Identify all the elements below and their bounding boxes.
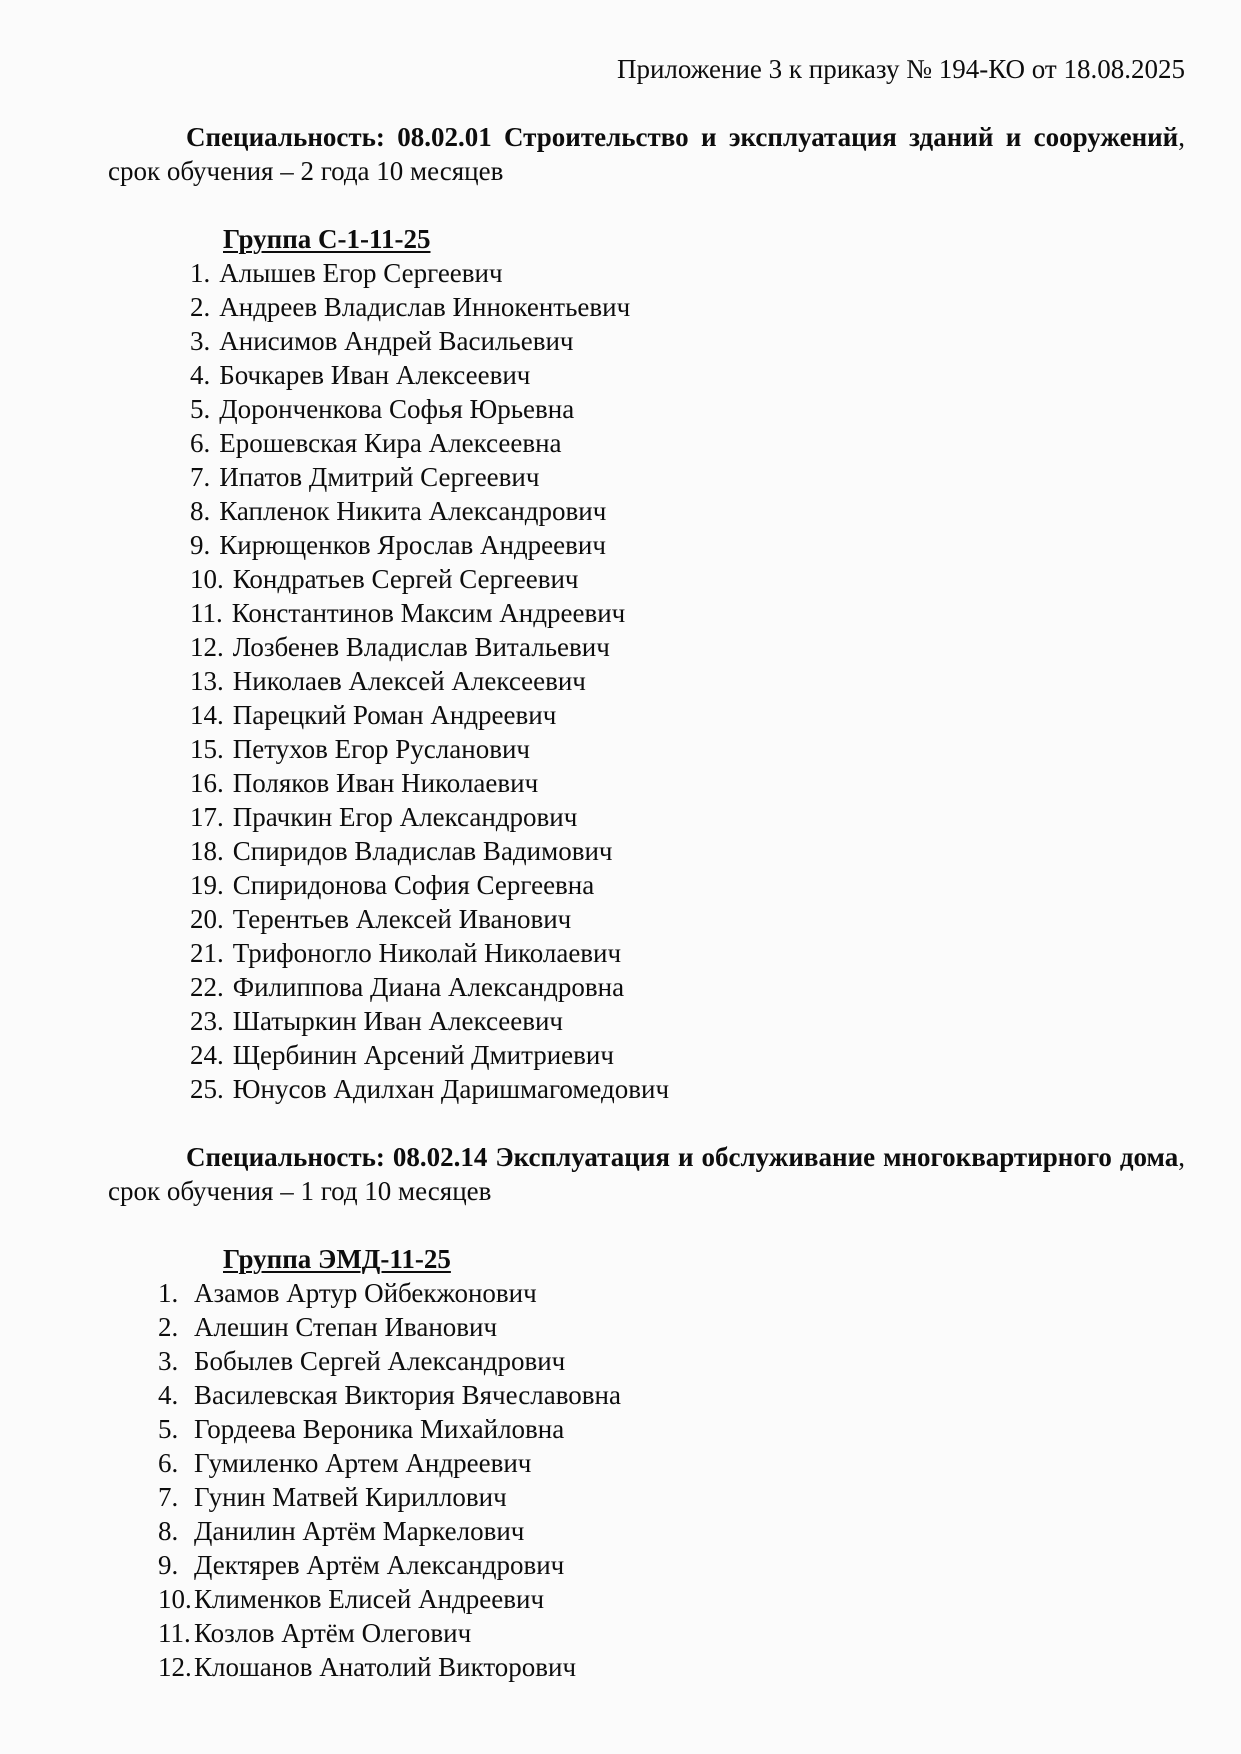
student-name: Константинов Максим Андреевич [231,598,626,628]
student-name: Азамов Артур Ойбекжонович [194,1278,537,1308]
student-name: Анисимов Андрей Васильевич [219,326,574,356]
student-row [108,732,1185,766]
student-row [108,1412,1185,1446]
student-number: 5. [158,1414,179,1444]
student-row [108,256,1185,290]
student-number: 7. [158,1482,179,1512]
student-name: Козлов Артём Олегович [194,1618,472,1648]
student-number: 10. [190,564,224,594]
student-number: 1. [190,258,211,288]
group-title [223,222,1185,256]
student-name: Андреев Владислав Иннокентьевич [219,292,631,322]
student-name: Юнусов Адилхан Даришмагомедович [232,1074,670,1104]
student-name: Терентьев Алексей Иванович [232,904,572,934]
student-row [108,426,1185,460]
student-name: Данилин Артём Маркелович [194,1516,525,1546]
student-row [108,1446,1185,1480]
specialty-paragraph [108,1140,1185,1208]
group-title-text: Группа С-1-11-25 [223,224,431,254]
student-row [108,596,1185,630]
student-number: 10. [158,1584,192,1614]
student-row [108,834,1185,868]
student-row [108,936,1185,970]
student-row [108,324,1185,358]
student-number: 14. [190,700,224,730]
student-number: 2. [158,1312,179,1342]
student-number: 13. [190,666,224,696]
student-row [108,1378,1185,1412]
student-row [108,1616,1185,1650]
student-row [108,664,1185,698]
student-number: 5. [190,394,211,424]
student-number: 6. [158,1448,179,1478]
student-name: Гумиленко Артем Андреевич [194,1448,532,1478]
student-row [108,392,1185,426]
student-row [108,528,1185,562]
student-name: Спиридонова София Сергеевна [232,870,595,900]
student-number: 12. [158,1652,192,1682]
student-row [108,494,1185,528]
student-name: Парецкий Роман Андреевич [232,700,557,730]
student-number: 9. [190,530,211,560]
specialty-title-bold: Специальность: 08.02.01 Строительство и эксплуатация зданий и сооружений [186,122,1179,152]
student-name: Капленок Никита Александрович [219,496,607,526]
student-number: 16. [190,768,224,798]
specialty-section-2 [108,1140,1185,1684]
student-row [108,1514,1185,1548]
student-name: Клошанов Анатолий Викторович [194,1652,577,1682]
student-row [108,868,1185,902]
student-number: 2. [190,292,211,322]
student-number: 6. [190,428,211,458]
student-name: Дектярев Артём Александрович [194,1550,565,1580]
student-number: 8. [190,496,211,526]
student-name: Бобылев Сергей Александрович [194,1346,566,1376]
student-row [108,1038,1185,1072]
student-name: Лозбенев Владислав Витальевич [232,632,610,662]
appendix-header: Приложение 3 к приказу № 194-КО от 18.08.2025 [616,54,1185,84]
student-row [108,1582,1185,1616]
specialty-paragraph [108,120,1185,188]
student-name: Ерошевская Кира Алексеевна [219,428,562,458]
student-row [108,562,1185,596]
student-row [108,1650,1185,1684]
student-row [108,290,1185,324]
student-row [108,1310,1185,1344]
student-number: 25. [190,1074,224,1104]
specialty-duration: , срок обучения – 2 года 10 месяцев [108,122,1185,186]
student-number: 4. [158,1380,179,1410]
student-name: Трифоногло Николай Николаевич [232,938,622,968]
student-number: 11. [190,598,223,628]
student-name: Шатыркин Иван Алексеевич [232,1006,564,1036]
student-row [108,1548,1185,1582]
student-name: Николаев Алексей Алексеевич [232,666,586,696]
student-number: 4. [190,360,211,390]
student-number: 19. [190,870,224,900]
student-row [108,1276,1185,1310]
student-row [108,800,1185,834]
student-name: Ипатов Дмитрий Сергеевич [219,462,540,492]
student-number: 21. [190,938,224,968]
student-number: 12. [190,632,224,662]
student-row [108,358,1185,392]
student-list [108,1276,1185,1684]
student-name: Спиридов Владислав Вадимович [232,836,613,866]
student-row [108,1344,1185,1378]
student-row [108,630,1185,664]
student-name: Гордеева Вероника Михайловна [194,1414,565,1444]
student-row [108,698,1185,732]
student-number: 17. [190,802,224,832]
student-name: Поляков Иван Николаевич [232,768,539,798]
student-row [108,970,1185,1004]
student-number: 23. [190,1006,224,1036]
student-row [108,1072,1185,1106]
student-row [108,766,1185,800]
student-number: 24. [190,1040,224,1070]
student-number: 15. [190,734,224,764]
student-row [108,460,1185,494]
student-number: 11. [158,1618,191,1648]
student-row [108,902,1185,936]
student-name: Клименков Елисей Андреевич [194,1584,545,1614]
group-title-text: Группа ЭМД-11-25 [223,1244,451,1274]
student-name: Бочкарев Иван Алексеевич [219,360,531,390]
student-name: Кирющенков Ярослав Андреевич [219,530,606,560]
student-number: 8. [158,1516,179,1546]
student-name: Филиппова Диана Александровна [232,972,625,1002]
student-name: Прачкин Егор Александрович [232,802,578,832]
student-name: Доронченкова Софья Юрьевна [219,394,575,424]
student-number: 22. [190,972,224,1002]
student-number: 9. [158,1550,179,1580]
student-number: 20. [190,904,224,934]
student-row [108,1480,1185,1514]
specialty-duration: , срок обучения – 1 год 10 месяцев [108,1142,1185,1206]
student-name: Кондратьев Сергей Сергеевич [232,564,579,594]
student-number: 3. [190,326,211,356]
student-row [108,1004,1185,1038]
specialty-title-bold: Специальность: 08.02.14 Эксплуатация и обслуживание многоквартирного дома [186,1142,1179,1172]
student-name: Щербинин Арсений Дмитриевич [232,1040,614,1070]
student-number: 3. [158,1346,179,1376]
student-name: Алешин Степан Иванович [194,1312,498,1342]
specialty-section-1 [108,120,1185,1106]
student-name: Гунин Матвей Кириллович [194,1482,507,1512]
student-name: Петухов Егор Русланович [232,734,530,764]
student-number: 18. [190,836,224,866]
student-number: 7. [190,462,211,492]
student-name: Василевская Виктория Вячеславовна [194,1380,621,1410]
group-title [223,1242,1185,1276]
student-name: Алышев Егор Сергеевич [219,258,503,288]
student-number: 1. [158,1278,179,1308]
student-list [108,256,1185,1106]
